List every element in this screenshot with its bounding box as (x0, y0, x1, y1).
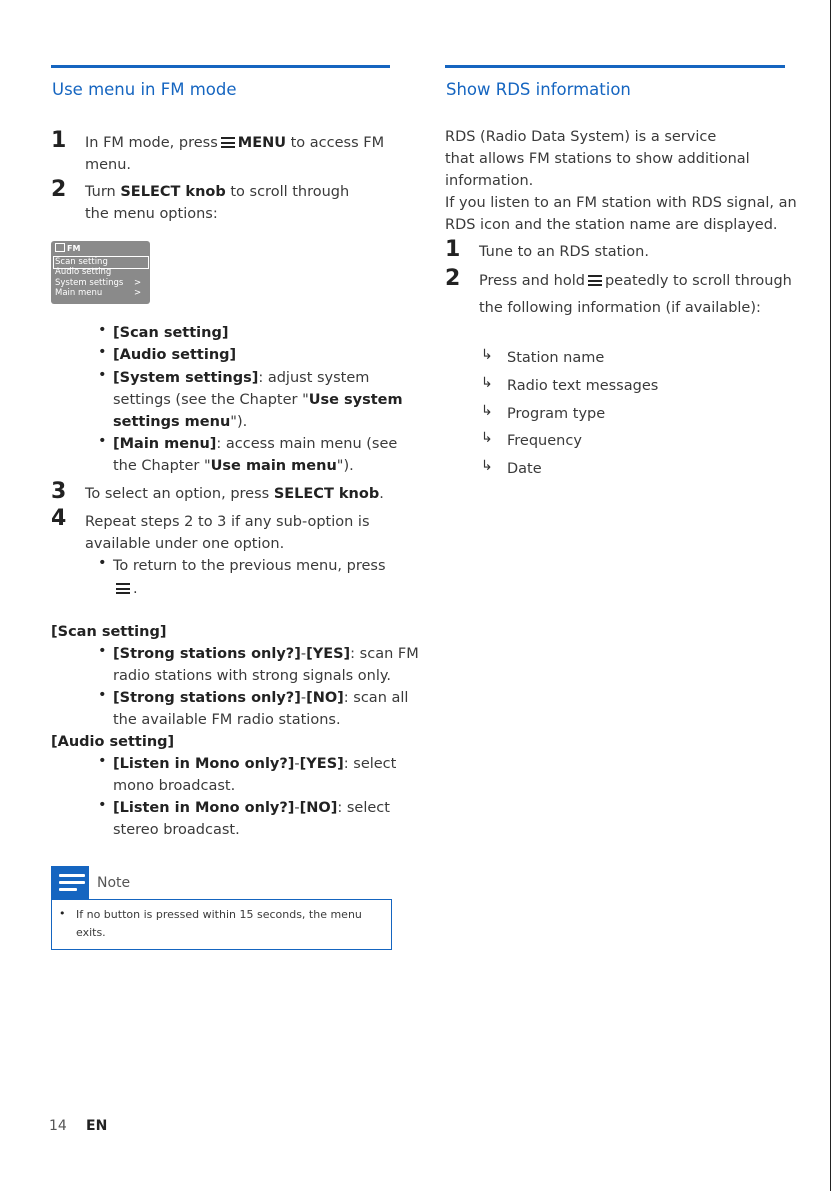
lcd-title: FM (55, 243, 80, 253)
step-number-1: 1 (51, 128, 67, 153)
menu-icon (221, 137, 235, 148)
note-text: If no button is pressed within 15 seconds, the menu (76, 908, 362, 921)
list-icon (55, 243, 65, 252)
page-number: 14 (49, 1118, 67, 1134)
audio-option-yes-line2: mono broadcast. (113, 778, 236, 794)
rds-step-number-1: 1 (445, 237, 461, 262)
bullet-system-settings-line2: settings (see the Chapter "Use system (113, 392, 403, 408)
step-number-2: 2 (51, 177, 67, 202)
bullet-audio-setting: [Audio setting] (113, 347, 237, 363)
rds-step-number-2: 2 (445, 266, 461, 291)
step-4-sub-bullet-line2: . (113, 578, 138, 600)
step-4-text-line2: available under one option. (85, 536, 285, 552)
audio-setting-heading: [Audio setting] (51, 734, 175, 750)
bullet-dot: • (98, 643, 107, 659)
step-4-text: Repeat steps 2 to 3 if any sub-option is (85, 514, 370, 530)
rds-intro-line5: RDS icon and the station name are displayed. (445, 217, 778, 233)
step-2-text-line2: the menu options: (85, 206, 218, 222)
lcd-arrow-system: > (134, 278, 142, 288)
result-arrow-icon: ↳ (481, 375, 493, 391)
bullet-scan-setting: [Scan setting] (113, 325, 229, 341)
result-arrow-icon: ↳ (481, 430, 493, 446)
note-title: Note (97, 875, 131, 891)
scan-option-no: [Strong stations only?]-[NO]: scan all (113, 690, 409, 706)
bullet-dot: • (98, 555, 107, 571)
language-code: EN (86, 1118, 108, 1134)
rds-step-2-text: Press and hold peatedly to scroll through (479, 273, 792, 289)
page-edge-line (830, 0, 831, 1191)
result-arrow-icon: ↳ (481, 458, 493, 474)
rds-step-1-text: Tune to an RDS station. (479, 244, 649, 260)
step-number-3: 3 (51, 479, 67, 504)
rds-intro-line3: information. (445, 173, 534, 189)
bullet-dot: • (98, 367, 107, 383)
bullet-dot: • (98, 797, 107, 813)
audio-option-no-line2: stereo broadcast. (113, 822, 240, 838)
step-4-sub-bullet: To return to the previous menu, press (113, 558, 386, 574)
bullet-dot: • (98, 687, 107, 703)
rds-intro-line4: If you listen to an FM station with RDS signal, an (445, 195, 797, 211)
bullet-dot: • (98, 433, 107, 449)
lcd-arrow-main: > (134, 288, 142, 298)
step-1-text-line2: menu. (85, 157, 132, 173)
bullet-dot: • (59, 907, 66, 920)
scan-option-yes-line2: radio stations with strong signals only. (113, 668, 392, 684)
lcd-row-system: System settings (55, 278, 124, 288)
lcd-row-audio: Audio setting (55, 267, 112, 277)
result-arrow-icon: ↳ (481, 347, 493, 363)
heading-rule-left (51, 65, 390, 68)
section-heading-fm-menu: Use menu in FM mode (52, 80, 237, 99)
audio-option-yes: [Listen in Mono only?]-[YES]: select (113, 756, 397, 772)
scan-option-no-line2: the available FM radio stations. (113, 712, 341, 728)
rds-step-2-text-line2: the following information (if available): (479, 300, 761, 316)
note-icon (51, 866, 89, 900)
bullet-system-settings: [System settings]: adjust system (113, 370, 370, 386)
bullet-main-menu: [Main menu]: access main menu (see (113, 436, 398, 452)
menu-icon (116, 583, 130, 594)
rds-intro-line2: that allows FM stations to show additional (445, 151, 750, 167)
scan-option-yes: [Strong stations only?]-[YES]: scan FM (113, 646, 419, 662)
bullet-system-settings-line3: settings menu"). (113, 414, 248, 430)
bullet-dot: • (98, 344, 107, 360)
lcd-row-main: Main menu (55, 288, 103, 298)
heading-rule-right (445, 65, 785, 68)
section-heading-rds: Show RDS information (446, 80, 631, 99)
step-2-text: Turn SELECT knob to scroll through (85, 184, 350, 200)
lcd-row-scan: Scan setting (55, 257, 108, 267)
result-arrow-icon: ↳ (481, 403, 493, 419)
step-number-4: 4 (51, 506, 67, 531)
rds-intro-line1: RDS (Radio Data System) is a service (445, 129, 717, 145)
audio-option-no: [Listen in Mono only?]-[NO]: select (113, 800, 390, 816)
result-station-name: Station name (507, 350, 605, 366)
result-program-type: Program type (507, 406, 606, 422)
step-3-text: To select an option, press SELECT knob. (85, 486, 384, 502)
bullet-dot: • (98, 753, 107, 769)
result-date: Date (507, 461, 542, 477)
bullet-main-menu-line2: the Chapter "Use main menu"). (113, 458, 354, 474)
scan-setting-heading: [Scan setting] (51, 624, 167, 640)
step-1-text: In FM mode, press MENU to access FM (85, 135, 385, 151)
note-text-line2: exits. (76, 926, 106, 939)
result-radio-text: Radio text messages (507, 378, 659, 394)
bullet-dot: • (98, 322, 107, 338)
result-frequency: Frequency (507, 433, 582, 449)
lcd-screen-illustration (51, 241, 150, 304)
menu-icon (588, 275, 602, 286)
